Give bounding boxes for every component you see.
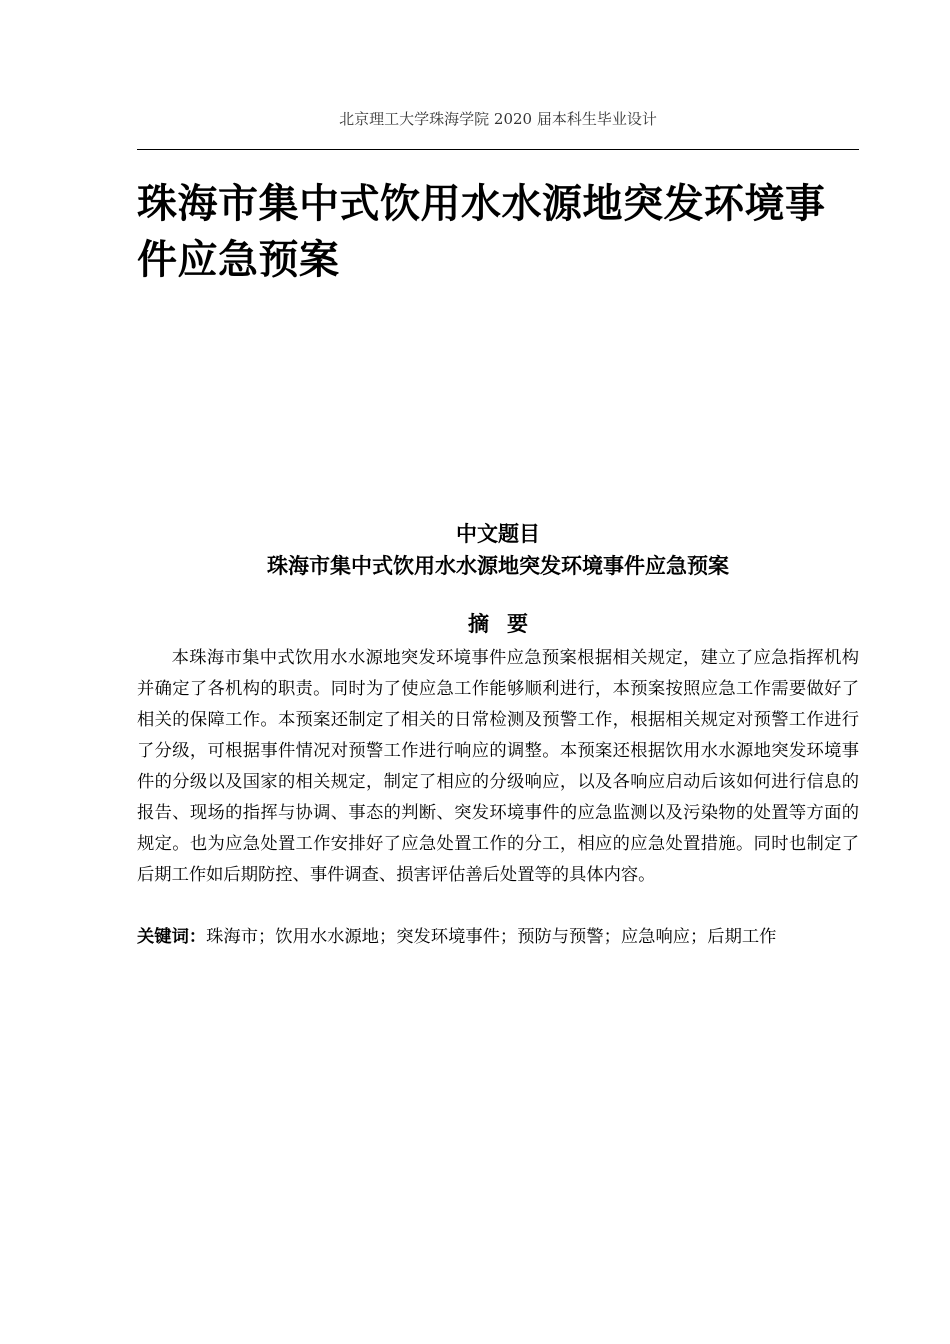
running-header: 北京理工大学珠海学院 2020 届本科生毕业设计: [339, 110, 657, 128]
chinese-title-block: [137, 518, 859, 582]
document-title: 珠海市集中式饮用水水源地突发环境事件应急预案: [137, 181, 826, 283]
chinese-title-text: 珠海市集中式饮用水水源地突发环境事件应急预案: [267, 554, 729, 578]
keywords-text: 珠海市；饮用水水源地；突发环境事件；预防与预警；应急响应；后期工作: [206, 927, 777, 947]
abstract-body: 本珠海市集中式饮用水水源地突发环境事件应急预案根据相关规定，建立了应急指挥机构并确定了各机构的职责。同时为了使应急工作能够顺利进行，本预案按照应急工作需要做好了相关的保障工作。本预案还制定了相关的日常检测及预警工作，根据相关规定对预警工作进行了分级，可根据事件情况对预警工作进行响应的调整。本预案还根据饮用水水源地突发环境事件的分级以及国家的相关规定，制定了相应的分级响应，以及各响应启动后该如何进行信息的报告、现场的指挥与协调、事态的判断、突发环境事件的应急监测以及污染物的处置等方面的规定。也为应急处置工作安排好了应急处置工作的分工，相应的应急处置措施。同时也制定了后期工作如后期防控、事件调查、损害评估善后处置等的具体内容。: [137, 648, 859, 885]
abstract-heading: 摘要: [468, 612, 546, 636]
keywords-line: [137, 922, 859, 953]
keywords-label: 关键词：: [137, 927, 207, 947]
header-divider: [137, 149, 859, 150]
chinese-title-label: 中文题目: [456, 522, 540, 546]
